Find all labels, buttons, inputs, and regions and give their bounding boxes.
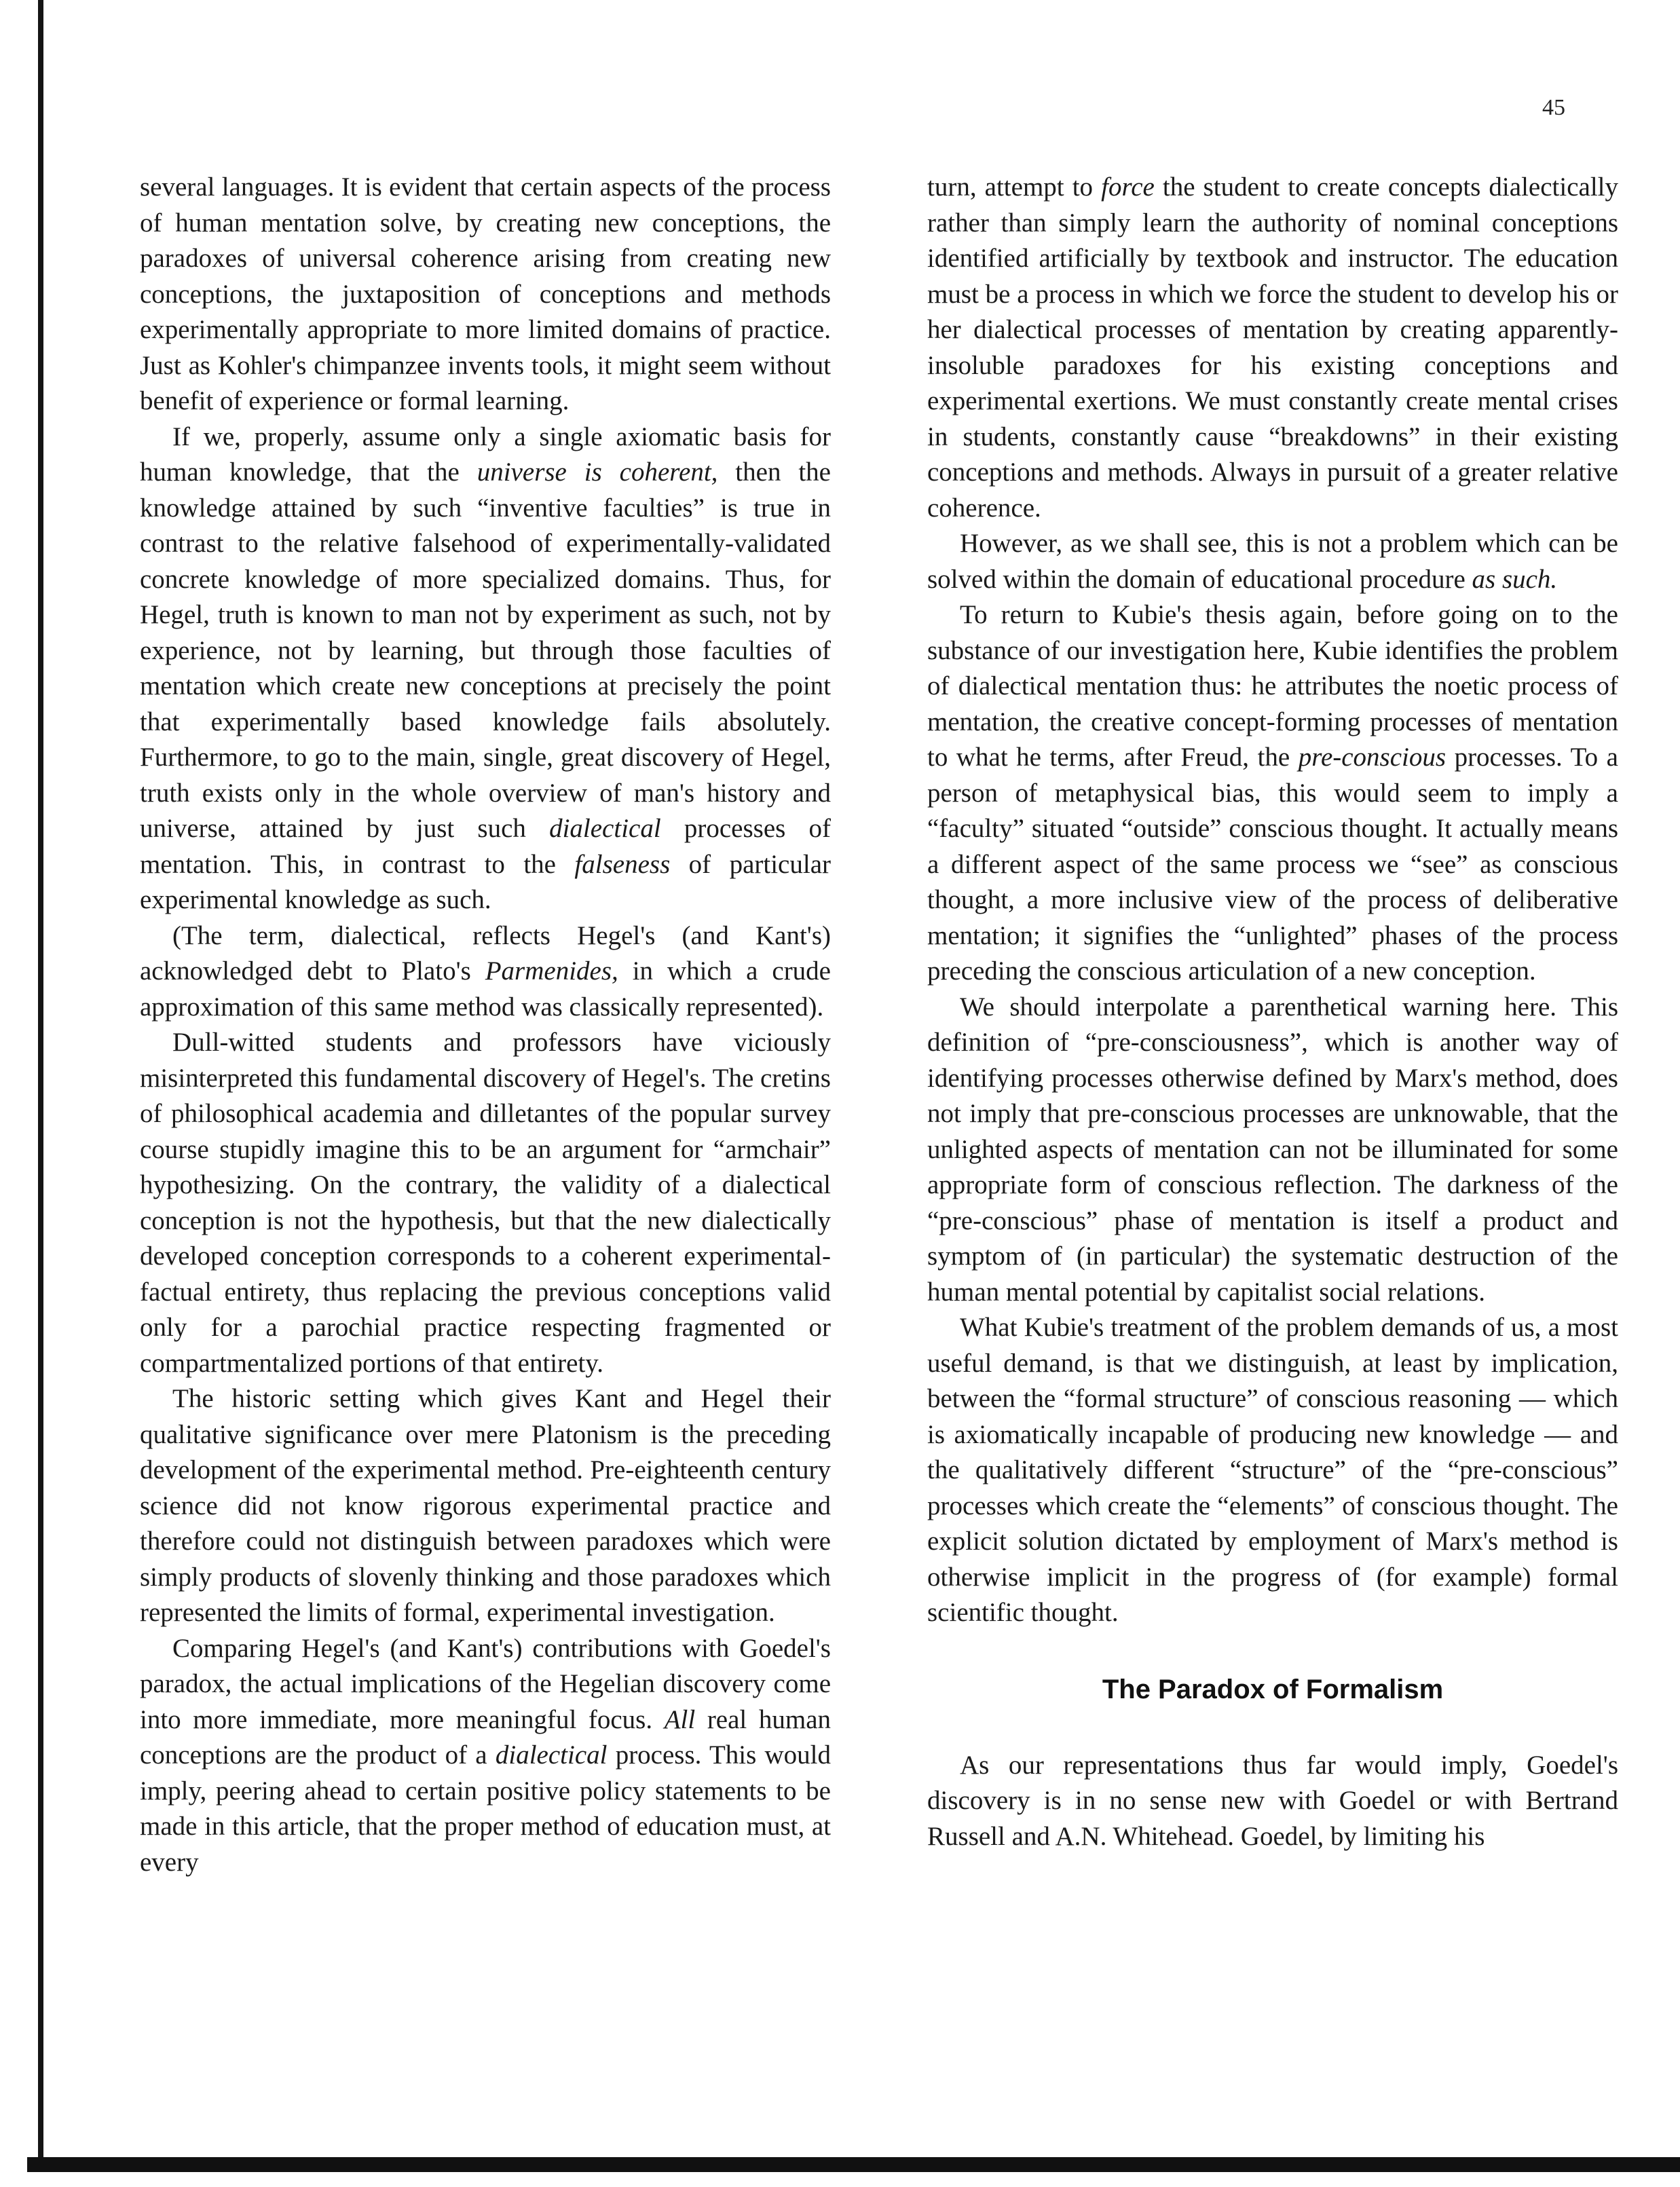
paragraph: [140, 918, 831, 1026]
emphasis: All: [664, 1704, 696, 1734]
paragraph-text: (The term, dialectical, reflects Hegel's (and Kant's) acknowledged debt to Plato's: [140, 920, 831, 986]
paragraph-text: What Kubie's treatment of the problem demands of us, a most useful demand, is that we distinguish, at least by implication, between the “formal structure” of conscious reasoning — which is axiomatically incapable of producing new knowledge — and the qualitatively different “structure” of the “pre-conscious” processes which create the “elements” of conscious thought. The explicit solution dictated by employment of Marx's method is otherwise implicit in the progress of (for example) formal scientific thought.: [927, 1313, 1618, 1627]
right-column: [927, 170, 1618, 1854]
paragraph-text: The historic setting which gives Kant and Hegel their qualitative significance over mere Platonism is the preceding development of the experimental method. Pre-eighteenth century science did not know rigorous experimental practice and therefore could not distinguish between paradoxes which were simply products of slovenly thinking and those paradoxes which represented the limits of formal, experimental investigation.: [140, 1384, 831, 1627]
paragraph-text: To return to Kubie's thesis again, before going on to the substance of our investigation here, Kubie identifies the problem of dialectical mentation thus: he attributes the noetic process of mentation, the creative concept-forming processes of mentation to what he terms, after Freud, the: [927, 600, 1618, 772]
paragraph-text: Comparing Hegel's (and Kant's) contributions with Goedel's paradox, the actual implications of the Hegelian discovery come into more immediate, more meaningful focus.: [140, 1633, 831, 1734]
emphasis: pre-conscious: [1298, 743, 1446, 772]
paragraph-text: real human conceptions are the product of a: [140, 1704, 831, 1770]
paragraph: [140, 1025, 831, 1381]
emphasis: force: [1101, 172, 1155, 202]
paragraph-text: However, as we shall see, this is not a problem which can be solved within the domain of educational procedure: [927, 529, 1618, 594]
paragraph: [927, 1748, 1618, 1855]
paragraph-text: Dull-witted students and professors have viciously misinterpreted this fundamental discovery of Hegel's. The cretins of philosophical academia and dilletantes of the popular survey course stupidly imagine this to be an argument for “armchair” hypothesizing. On the contrary, the validity of a dialectical conception is not the hypothesis, but that the new dialectically developed conception corresponds to a coherent experimental-factual entirety, thus replacing the previous conceptions valid only for a parochial practice respecting fragmented or compartmentalized portions of that entirety.: [140, 1028, 831, 1378]
paragraph-text: processes of mentation. This, in contrast to the: [140, 814, 831, 879]
left-column: [140, 170, 831, 1880]
emphasis: dialectical: [549, 814, 661, 843]
paragraph: [140, 170, 831, 419]
bottom-rule: [27, 2157, 1680, 2172]
section-heading: The Paradox of Formalism: [1102, 1674, 1444, 1704]
emphasis: Parmenides,: [485, 956, 618, 986]
paragraph: [140, 1631, 831, 1881]
paragraph-text: in which a crude approximation of this same method was classically represented).: [140, 956, 831, 1022]
emphasis: falseness: [574, 849, 671, 879]
paragraph: [140, 419, 831, 918]
paragraph: [927, 170, 1618, 526]
paragraph-text: the student to create concepts dialectically rather than simply learn the authority of nominal conceptions identified artificially by textbook and instructor. The education must be a process in which we force the student to develop his or her dialectical processes of mentation by creating apparently-insoluble paradoxes for his existing conceptions and experimental exertions. We must constantly create mental crises in students, constantly cause “breakdowns” in their existing conceptions and methods. Always in pursuit of a greater relative coherence.: [927, 172, 1618, 523]
paragraph: [927, 1310, 1618, 1631]
paragraph: [927, 990, 1618, 1311]
paragraph-text: then the knowledge attained by such “inventive faculties” is true in contrast to the relative falsehood of experimentally-validated concrete knowledge of more specialized domains. Thus, for Hegel, truth is known to man not by experiment as such, not by experience, not by learning, but through those faculties of mentation which create new conceptions at precisely the point that experimentally based knowledge fails absolutely. Furthermore, to go to the main, single, great discovery of Hegel, truth exists only in the whole overview of man's history and universe, attained by just such: [140, 457, 831, 843]
paragraph-text: several languages. It is evident that certain aspects of the process of human mentation solve, by creating new conceptions, the paradoxes of universal coherence arising from creating new conceptions, the juxtaposition of conceptions and methods experimentally appropriate to more limited domains of practice. Just as Kohler's chimpanzee invents tools, it might seem without benefit of experience or formal learning.: [140, 172, 831, 415]
paragraph-text: of particular experimental knowledge as such.: [140, 849, 831, 914]
page-number: 45: [1542, 95, 1565, 120]
paragraph: [140, 1381, 831, 1631]
paragraph-text: If we, properly, assume only a single axiomatic basis for human knowledge, that the: [140, 422, 831, 487]
paragraph-text: processes. To a person of metaphysical bias, this would seem to imply a “faculty” situated “outside” conscious thought. It actually means a different aspect of the same process we “see” as conscious thought, a more inclusive view of the process of deliberative mentation; it signifies the “unlighted” phases of the process preceding the conscious articulation of a new conception.: [927, 743, 1618, 986]
binding-edge: [38, 0, 43, 2158]
paragraph-text: turn, attempt to: [927, 172, 1102, 202]
emphasis: as such.: [1472, 564, 1558, 594]
paragraph: [927, 526, 1618, 597]
paragraph-text: As our representations thus far would imply, Goedel's discovery is in no sense new with Goedel or with Bertrand Russell and A.N. Whitehead. Goedel, by limiting his: [927, 1750, 1618, 1851]
emphasis: universe is coherent,: [477, 457, 718, 487]
paragraph-text: process. This would imply, peering ahead to certain positive policy statements to be made in this article, that the proper method of education must, at every: [140, 1740, 832, 1877]
paragraph: [927, 597, 1618, 990]
paragraph-text: We should interpolate a parenthetical warning here. This definition of “pre-consciousness”, which is another way of identifying processes otherwise defined by Marx's method, does not imply that pre-conscious processes are unknowable, that the unlighted aspects of mentation can not be illuminated for some appropriate form of conscious reflection. The darkness of the “pre-conscious” phase of mentation is itself a product and symptom of (in particular) the systematic destruction of the human mental potential by capitalist social relations.: [927, 992, 1618, 1307]
emphasis: dialectical: [495, 1740, 608, 1770]
